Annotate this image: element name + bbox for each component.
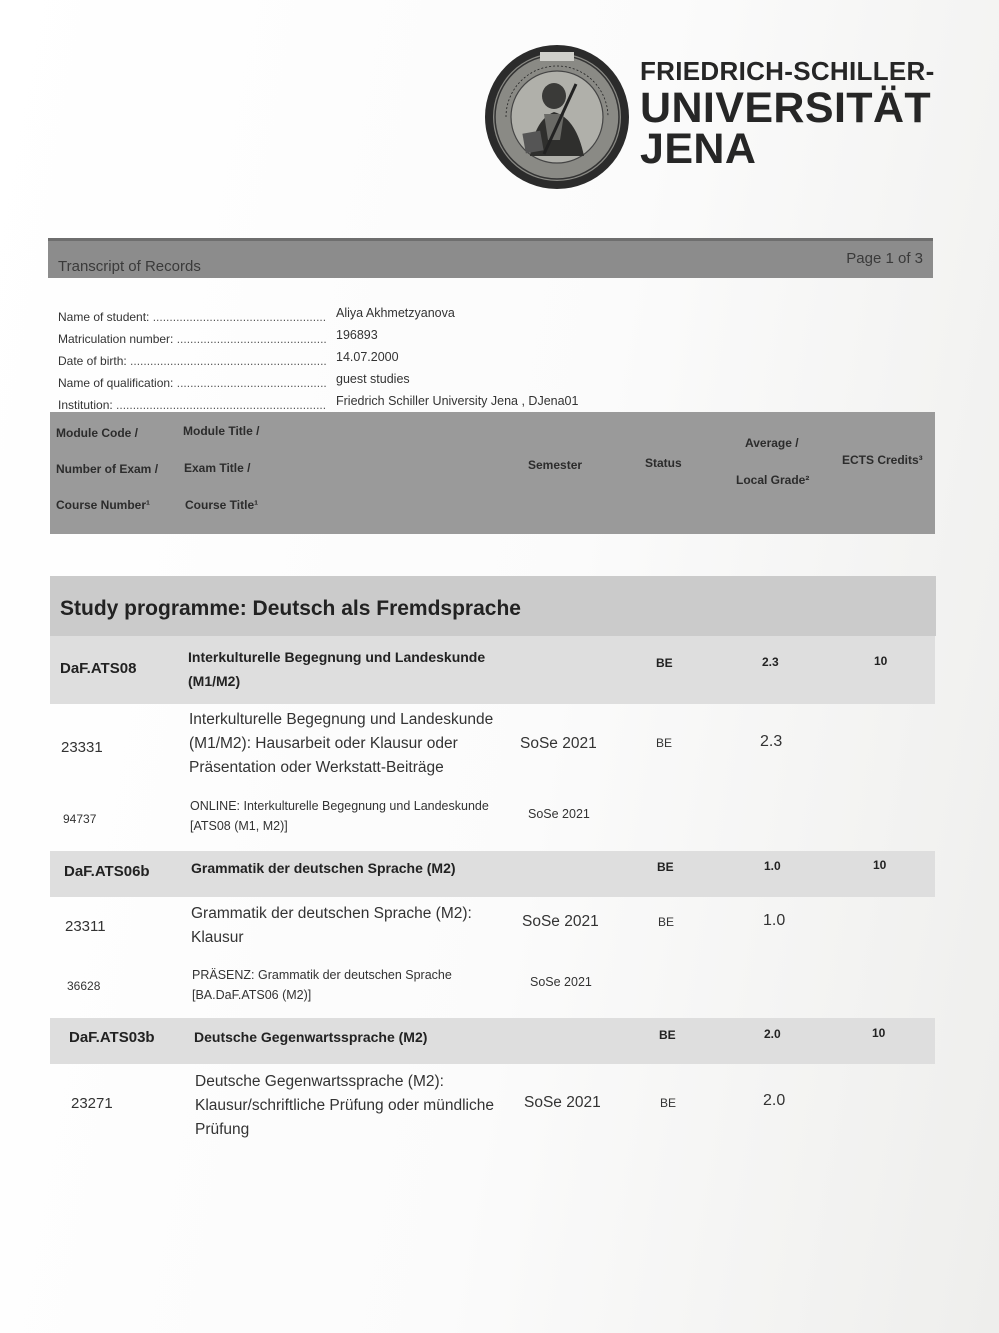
exam-semester: SoSe 2021 bbox=[522, 913, 599, 930]
module-status: BE bbox=[656, 656, 673, 670]
student-name: Aliya Akhmetzyanova bbox=[336, 306, 455, 320]
info-label: Name of student: ..... bbox=[58, 310, 326, 324]
exam-grade: 2.0 bbox=[763, 1092, 786, 1109]
wordmark-line-2: UNIVERSITÄT bbox=[640, 84, 932, 132]
matriculation-number: 196893 bbox=[336, 328, 378, 342]
exam-semester: SoSe 2021 bbox=[520, 735, 597, 752]
transcript-title-bar bbox=[48, 238, 933, 278]
exam-number: 23331 bbox=[61, 739, 103, 756]
col-code-line1: Module Code / bbox=[56, 426, 138, 440]
date-of-birth: 14.07.2000 bbox=[336, 350, 399, 364]
info-row-dob bbox=[58, 350, 758, 372]
transcript-title: Transcript of Records bbox=[58, 258, 201, 275]
exam-row bbox=[50, 1070, 935, 1142]
exam-row bbox=[50, 902, 935, 958]
info-row-name bbox=[58, 306, 758, 328]
col-title-line2: Exam Title / bbox=[184, 461, 251, 475]
course-semester: SoSe 2021 bbox=[530, 975, 592, 989]
col-code-line2: Number of Exam / bbox=[56, 462, 159, 476]
module-code: DaF.ATS06b bbox=[64, 863, 150, 880]
exam-number: 23271 bbox=[71, 1095, 113, 1112]
page-indicator: Page 1 of 3 bbox=[846, 250, 923, 267]
module-row bbox=[50, 1018, 935, 1064]
module-status: BE bbox=[657, 860, 674, 874]
exam-grade: 2.3 bbox=[760, 733, 783, 750]
course-number: 94737 bbox=[63, 812, 97, 826]
module-grade: 2.0 bbox=[764, 1027, 781, 1041]
module-ects: 10 bbox=[873, 858, 887, 872]
study-programme-header bbox=[50, 576, 936, 636]
exam-title: Deutsche Gegenwartssprache (M2): Klausur/schriftliche Prüfung oder mündliche Prüfung bbox=[195, 1073, 494, 1138]
module-title: Grammatik der deutschen Sprache (M2) bbox=[191, 860, 456, 876]
col-title-line3: Course Title¹ bbox=[185, 498, 259, 512]
study-programme-title: Study programme: Deutsch als Fremdsprache bbox=[60, 597, 521, 620]
exam-number: 23311 bbox=[65, 918, 106, 935]
course-semester: SoSe 2021 bbox=[528, 807, 590, 821]
course-title: PRÄSENZ: Grammatik der deutschen Sprache [BA.DaF.ATS06 (M2)] bbox=[192, 968, 452, 1002]
info-row-matric bbox=[58, 328, 758, 350]
col-grade-line2: Local Grade² bbox=[736, 473, 810, 487]
module-ects: 10 bbox=[874, 654, 888, 668]
wordmark-line-3: JENA bbox=[640, 125, 757, 173]
table-column-header bbox=[50, 412, 935, 534]
institution: Friedrich Schiller University Jena , DJena01 bbox=[336, 394, 579, 408]
exam-title: Grammatik der deutschen Sprache (M2): Klausur bbox=[191, 905, 472, 946]
exam-semester: SoSe 2021 bbox=[524, 1094, 601, 1111]
module-ects: 10 bbox=[872, 1026, 886, 1040]
col-code-line3: Course Number¹ bbox=[56, 498, 151, 512]
module-code: DaF.ATS03b bbox=[69, 1029, 155, 1046]
course-title: ONLINE: Interkulturelle Begegnung und Landeskunde [ATS08 (M1, M2)] bbox=[190, 799, 489, 833]
student-info bbox=[58, 306, 758, 416]
col-grade-line1: Average / bbox=[745, 436, 799, 450]
module-status: BE bbox=[659, 1028, 676, 1042]
qualification: guest studies bbox=[336, 372, 410, 386]
university-seal-icon bbox=[484, 44, 630, 190]
module-grade: 2.3 bbox=[762, 655, 779, 669]
col-ects: ECTS Credits³ bbox=[842, 453, 923, 467]
module-title: Interkulturelle Begegnung und Landeskunde (M1/M2) bbox=[188, 649, 486, 689]
university-wordmark bbox=[640, 58, 935, 171]
module-row bbox=[50, 636, 935, 704]
module-code: DaF.ATS08 bbox=[60, 660, 137, 677]
course-row bbox=[50, 965, 935, 1011]
info-label: Matriculation number: ..... bbox=[58, 332, 326, 346]
col-semester: Semester bbox=[528, 458, 583, 472]
course-number: 36628 bbox=[67, 979, 101, 993]
exam-status: BE bbox=[656, 736, 673, 750]
exam-row bbox=[50, 708, 935, 788]
module-title: Deutsche Gegenwartssprache (M2) bbox=[194, 1029, 428, 1045]
exam-grade: 1.0 bbox=[763, 912, 786, 929]
exam-title: Interkulturelle Begegnung und Landeskunde (M1/M2): Hausarbeit oder Klausur oder Präsentation oder Werkstatt-Beiträge bbox=[189, 711, 494, 776]
col-title-line1: Module Title / bbox=[183, 424, 260, 438]
info-label: Institution: ..... bbox=[58, 398, 326, 412]
module-row bbox=[50, 851, 935, 897]
info-row-qualification bbox=[58, 372, 758, 394]
wordmark-line-1: FRIEDRICH-SCHILLER- bbox=[640, 56, 935, 86]
exam-status: BE bbox=[658, 915, 675, 929]
info-label: Date of birth: ..... bbox=[58, 354, 326, 368]
col-status: Status bbox=[645, 456, 682, 470]
exam-status: BE bbox=[660, 1096, 677, 1110]
course-row bbox=[50, 796, 935, 842]
module-grade: 1.0 bbox=[764, 859, 781, 873]
info-label: Name of qualification: ..... bbox=[58, 376, 326, 390]
